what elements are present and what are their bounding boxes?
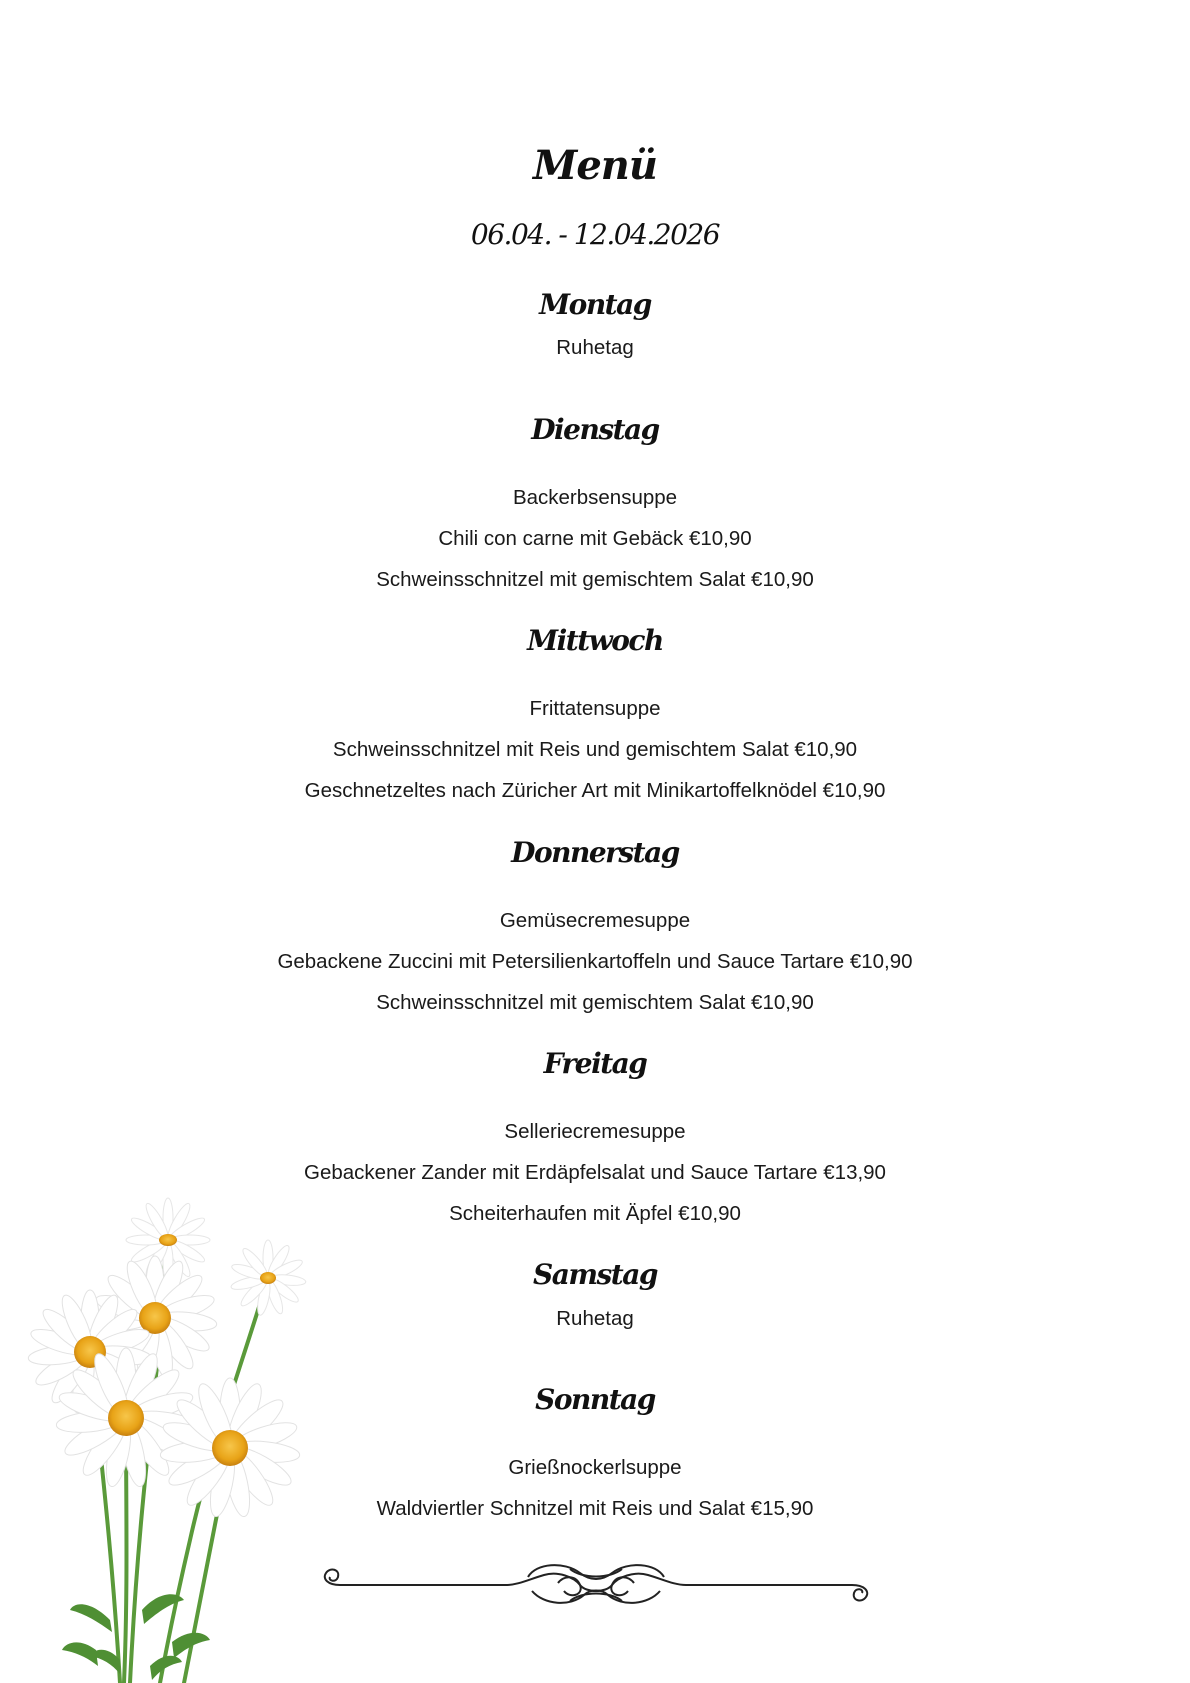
menu-item: Gebackener Zander mit Erdäpfelsalat und Sauce Tartare €13,90 [304, 1161, 886, 1184]
menu-item: Ruhetag [556, 1307, 634, 1330]
menu-item: Scheiterhaufen mit Äpfel €10,90 [449, 1202, 741, 1225]
day-heading-dienstag: Dienstag [531, 413, 659, 446]
day-heading-freitag: Freitag [543, 1047, 647, 1080]
menu-item: Geschnetzeltes nach Züricher Art mit Minikartoffelknödel €10,90 [304, 779, 886, 802]
menu-item: Selleriecremesuppe [504, 1120, 686, 1143]
menu-title: Menü [533, 142, 657, 189]
scroll-ornament-divider [318, 1555, 874, 1611]
day-heading-sonntag: Sonntag [535, 1383, 655, 1416]
date-range: 06.04. - 12.04.2026 [470, 218, 720, 251]
menu-item: Backerbsensuppe [512, 486, 678, 509]
menu-item: Grießnockerlsuppe [508, 1456, 682, 1479]
day-heading-donnerstag: Donnerstag [511, 836, 679, 869]
menu-item: Gebackene Zuccini mit Petersilienkartoffeln und Sauce Tartare €10,90 [277, 950, 913, 973]
menu-item: Ruhetag [556, 336, 634, 359]
day-heading-montag: Montag [539, 288, 651, 321]
menu-item: Gemüsecremesuppe [499, 909, 691, 932]
menu-item: Schweinsschnitzel mit gemischtem Salat €10,90 [376, 991, 814, 1014]
day-heading-samstag: Samstag [533, 1258, 657, 1291]
menu-item: Schweinsschnitzel mit gemischtem Salat €10,90 [376, 568, 814, 591]
menu-item: Schweinsschnitzel mit Reis und gemischtem Salat €10,90 [332, 738, 858, 761]
day-heading-mittwoch: Mittwoch [527, 624, 663, 657]
daisy-flower [230, 1240, 306, 1316]
daisy-bouquet-illustration [0, 1190, 330, 1683]
menu-item: Waldviertler Schnitzel mit Reis und Salat €15,90 [376, 1497, 814, 1520]
menu-item: Frittatensuppe [529, 697, 661, 720]
menu-item: Chili con carne mit Gebäck €10,90 [438, 527, 752, 550]
